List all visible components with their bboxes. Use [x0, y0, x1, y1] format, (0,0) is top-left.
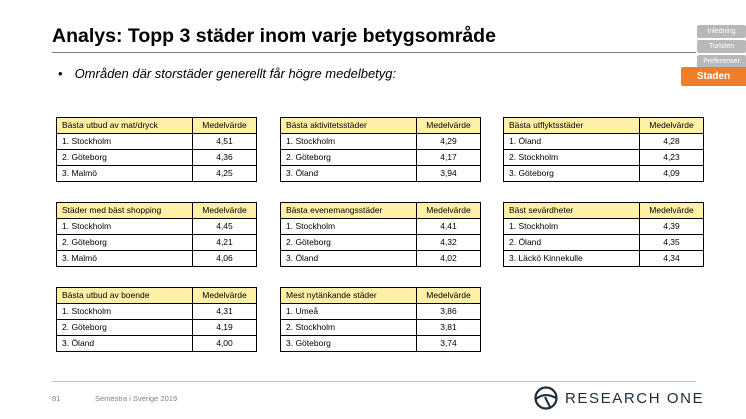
table-row [281, 150, 481, 166]
value-header: Medelvärde [417, 288, 481, 304]
value-header: Medelvärde [193, 288, 257, 304]
value-cell: 3,94 [417, 166, 481, 182]
table-row [504, 150, 704, 166]
value-cell: 4,17 [417, 150, 481, 166]
value-header: Medelvärde [417, 118, 481, 134]
city-cell: 1. Stockholm [281, 134, 417, 150]
city-cell: 1. Öland [504, 134, 640, 150]
company-logo [533, 385, 704, 411]
city-cell: 3. Malmö [57, 166, 193, 182]
table-header: Bästa aktivitetsstäder [281, 118, 417, 134]
value-cell: 4,32 [417, 235, 481, 251]
section-nav [697, 25, 746, 70]
city-cell: 2. Göteborg [57, 320, 193, 336]
city-cell: 1. Stockholm [281, 219, 417, 235]
value-cell: 4,06 [193, 251, 257, 267]
city-cell: 3. Göteborg [504, 166, 640, 182]
table-row [281, 251, 481, 267]
value-cell: 4,00 [193, 336, 257, 352]
nav-item-staden-active[interactable]: Staden [681, 67, 746, 86]
page-title: Analys: Topp 3 städer inom varje betygsområde [52, 25, 496, 47]
value-cell: 4,36 [193, 150, 257, 166]
table-shopping [56, 202, 257, 267]
value-header: Medelvärde [640, 118, 704, 134]
value-cell: 4,02 [417, 251, 481, 267]
value-cell: 4,23 [640, 150, 704, 166]
table-row [57, 304, 257, 320]
table-row [57, 235, 257, 251]
table-boende [56, 287, 257, 352]
bullet-dot: • [58, 66, 63, 81]
table-row [281, 336, 481, 352]
table-sevardheter [503, 202, 704, 267]
city-cell: 2. Stockholm [281, 320, 417, 336]
page-number: 81 [52, 394, 61, 403]
nav-item-inledning[interactable]: Inledning [697, 25, 746, 38]
bullet-text: Områden där storstäder generellt får högre medelbetyg: [74, 66, 397, 81]
value-cell: 4,39 [640, 219, 704, 235]
value-cell: 4,35 [640, 235, 704, 251]
table-mat-dryck [56, 117, 257, 182]
city-cell: 1. Umeå [281, 304, 417, 320]
value-cell: 4,28 [640, 134, 704, 150]
table-row [57, 336, 257, 352]
value-cell: 3,86 [417, 304, 481, 320]
table-row [57, 251, 257, 267]
value-cell: 4,25 [193, 166, 257, 182]
table-header: Bästa utbud av mat/dryck [57, 118, 193, 134]
value-header: Medelvärde [640, 203, 704, 219]
city-cell: 3. Öland [281, 166, 417, 182]
value-cell: 4,19 [193, 320, 257, 336]
city-cell: 2. Stockholm [504, 150, 640, 166]
table-row [281, 166, 481, 182]
city-cell: 1. Stockholm [57, 304, 193, 320]
table-row [57, 219, 257, 235]
city-cell: 1. Stockholm [57, 219, 193, 235]
city-cell: 3. Malmö [57, 251, 193, 267]
city-cell: 2. Göteborg [57, 235, 193, 251]
value-cell: 4,45 [193, 219, 257, 235]
table-header: Bästa evenemangsstäder [281, 203, 417, 219]
city-cell: 3. Göteborg [281, 336, 417, 352]
research-one-logo-icon [533, 385, 559, 411]
footer-text: Semestra i Sverige 2019 [95, 394, 178, 403]
table-nytankande [280, 287, 481, 352]
table-row [57, 320, 257, 336]
nav-item-preferenser[interactable]: Preferenser [697, 55, 746, 68]
table-row [504, 235, 704, 251]
value-cell: 4,09 [640, 166, 704, 182]
nav-item-turisten[interactable]: Turisten [697, 40, 746, 53]
city-cell: 3. Läckö Kinnekulle [504, 251, 640, 267]
table-row [504, 134, 704, 150]
city-cell: 2. Göteborg [281, 235, 417, 251]
value-header: Medelvärde [417, 203, 481, 219]
table-row [281, 304, 481, 320]
city-cell: 1. Stockholm [57, 134, 193, 150]
table-row [57, 150, 257, 166]
table-row [281, 219, 481, 235]
table-aktivitet [280, 117, 481, 182]
table-evenemang [280, 202, 481, 267]
bullet-point [58, 66, 396, 81]
city-cell: 2. Göteborg [57, 150, 193, 166]
table-header: Mest nytänkande städer [281, 288, 417, 304]
value-cell: 4,31 [193, 304, 257, 320]
value-cell: 3,74 [417, 336, 481, 352]
city-cell: 3. Öland [57, 336, 193, 352]
value-cell: 4,51 [193, 134, 257, 150]
city-cell: 1. Stockholm [504, 219, 640, 235]
table-header: Bästa utflyktsstäder [504, 118, 640, 134]
city-cell: 2. Öland [504, 235, 640, 251]
table-row [504, 166, 704, 182]
table-row [281, 235, 481, 251]
value-header: Medelvärde [193, 203, 257, 219]
table-row [504, 219, 704, 235]
logo-text: RESEARCH ONE [565, 389, 705, 407]
table-row [504, 251, 704, 267]
value-cell: 4,34 [640, 251, 704, 267]
value-cell: 4,21 [193, 235, 257, 251]
title-divider [52, 52, 696, 53]
value-cell: 4,29 [417, 134, 481, 150]
value-cell: 3,81 [417, 320, 481, 336]
table-row [281, 320, 481, 336]
footer-divider [52, 381, 696, 382]
city-cell: 2. Göteborg [281, 150, 417, 166]
table-header: Bäst sevärdheter [504, 203, 640, 219]
table-row [281, 134, 481, 150]
value-cell: 4,41 [417, 219, 481, 235]
table-row [57, 166, 257, 182]
table-header: Städer med bäst shopping [57, 203, 193, 219]
table-row [57, 134, 257, 150]
value-header: Medelvärde [193, 118, 257, 134]
table-header: Bästa utbud av boende [57, 288, 193, 304]
city-cell: 3. Öland [281, 251, 417, 267]
table-utflykt [503, 117, 704, 182]
